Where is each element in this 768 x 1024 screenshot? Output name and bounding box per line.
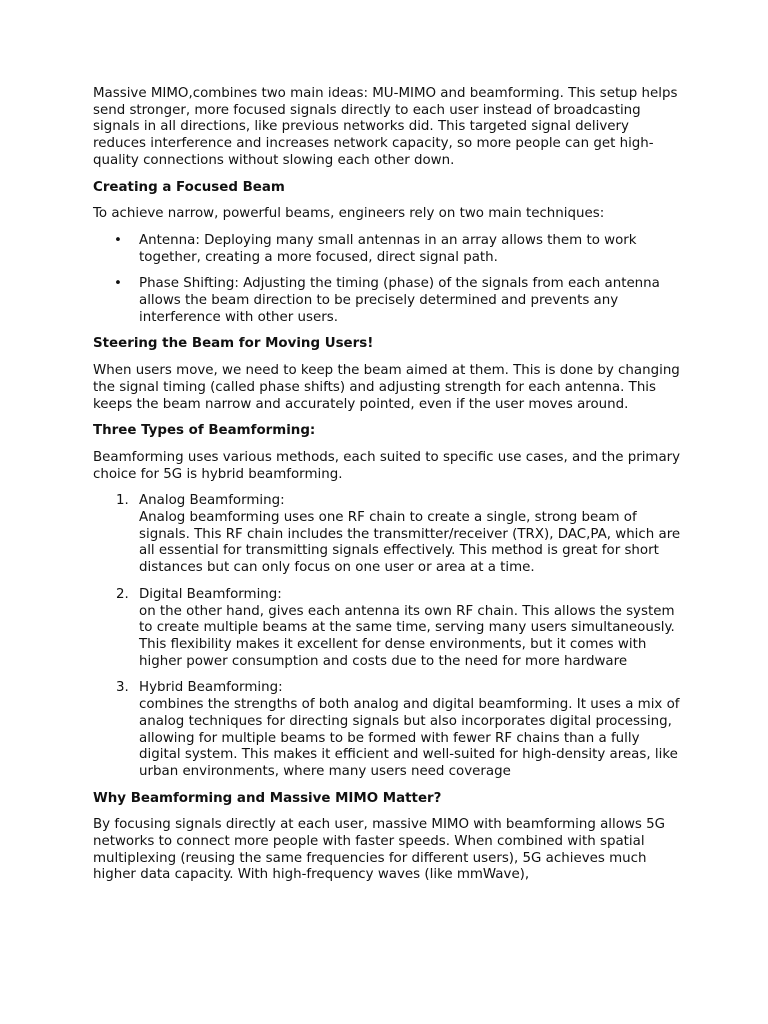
why-it-matters-paragraph: By focusing signals directly at each user, massive MIMO with beamforming allows 5G networks to connect more people with faster speeds. When combined with spatial multiplexing (reusing the same frequencies for different users), 5G achieves much higher data capacity. With high-frequency waves (like mmWave), [93,817,666,883]
list-item [93,680,683,780]
heading-why-it-matters: Why Beamforming and Massive MIMO Matter? [93,790,442,806]
document-page [93,86,683,894]
techniques-list [93,233,683,327]
intro-paragraph: Massive MIMO,combines two main ideas: MU-MIMO and beamforming. This setup helps send stronger, more focused signals directly to each user instead of broadcasting signals in all directions, like previous networks did. This targeted signal delivery reduces interference and increases network capacity, so more people can get high-quality connections without slowing each other down. [93,86,678,168]
bullet-text: Antenna: Deploying many small antennas in an array allows them to work together, creating a more focused, direct signal path. [139,232,637,265]
heading-three-types: Three Types of Beamforming: [93,423,316,439]
list-item [93,276,683,326]
bullet-icon: • [114,276,122,292]
item-title: Digital Beamforming: [139,586,282,602]
list-number: 1. [116,493,129,509]
item-title: Hybrid Beamforming: [139,680,283,696]
item-title: Analog Beamforming: [139,493,285,509]
item-body: Analog beamforming uses one RF chain to create a single, strong beam of signals. This RF chain includes the transmitter/receiver (TRX), DAC,PA, which are all essential for transmitting signals effectively. This method is great for short distances but can only focus on one user or area at a time. [139,510,681,576]
list-item [93,587,683,671]
list-number: 2. [116,586,129,602]
heading-creating-focused-beam: Creating a Focused Beam [93,179,285,195]
heading-steering-beam: Steering the Beam for Moving Users! [93,336,374,352]
list-number: 3. [116,680,129,696]
steering-beam-paragraph: When users move, we need to keep the beam aimed at them. This is done by changing the signal timing (called phase shifts) and adjusting strength for each antenna. This keeps the beam narrow and accurately pointed, even if the user moves around. [93,363,680,412]
focused-beam-lead: To achieve narrow, powerful beams, engineers rely on two main techniques: [93,206,605,222]
beamforming-types-list [93,493,683,780]
bullet-icon: • [114,232,122,248]
three-types-lead: Beamforming uses various methods, each suited to specific use cases, and the primary choice for 5G is hybrid beamforming. [93,449,681,482]
item-body: combines the strengths of both analog and digital beamforming. It uses a mix of analog techniques for directing signals but also incorporates digital processing, allowing for multiple beams to be formed with fewer RF chains than a fully digital system. This makes it efficient and well-suited for high-density areas, like urban environments, where many users need coverage [139,697,680,779]
list-item [93,493,683,577]
item-body: on the other hand, gives each antenna its own RF chain. This allows the system to create multiple beams at the same time, serving many users simultaneously. This flexibility makes it excellent for dense environments, but it comes with higher power consumption and costs due to the need for more hardware [139,603,675,669]
bullet-text: Phase Shifting: Adjusting the timing (phase) of the signals from each antenna allows the beam direction to be precisely determined and prevents any interference with other users. [139,276,660,325]
list-item [93,233,683,266]
